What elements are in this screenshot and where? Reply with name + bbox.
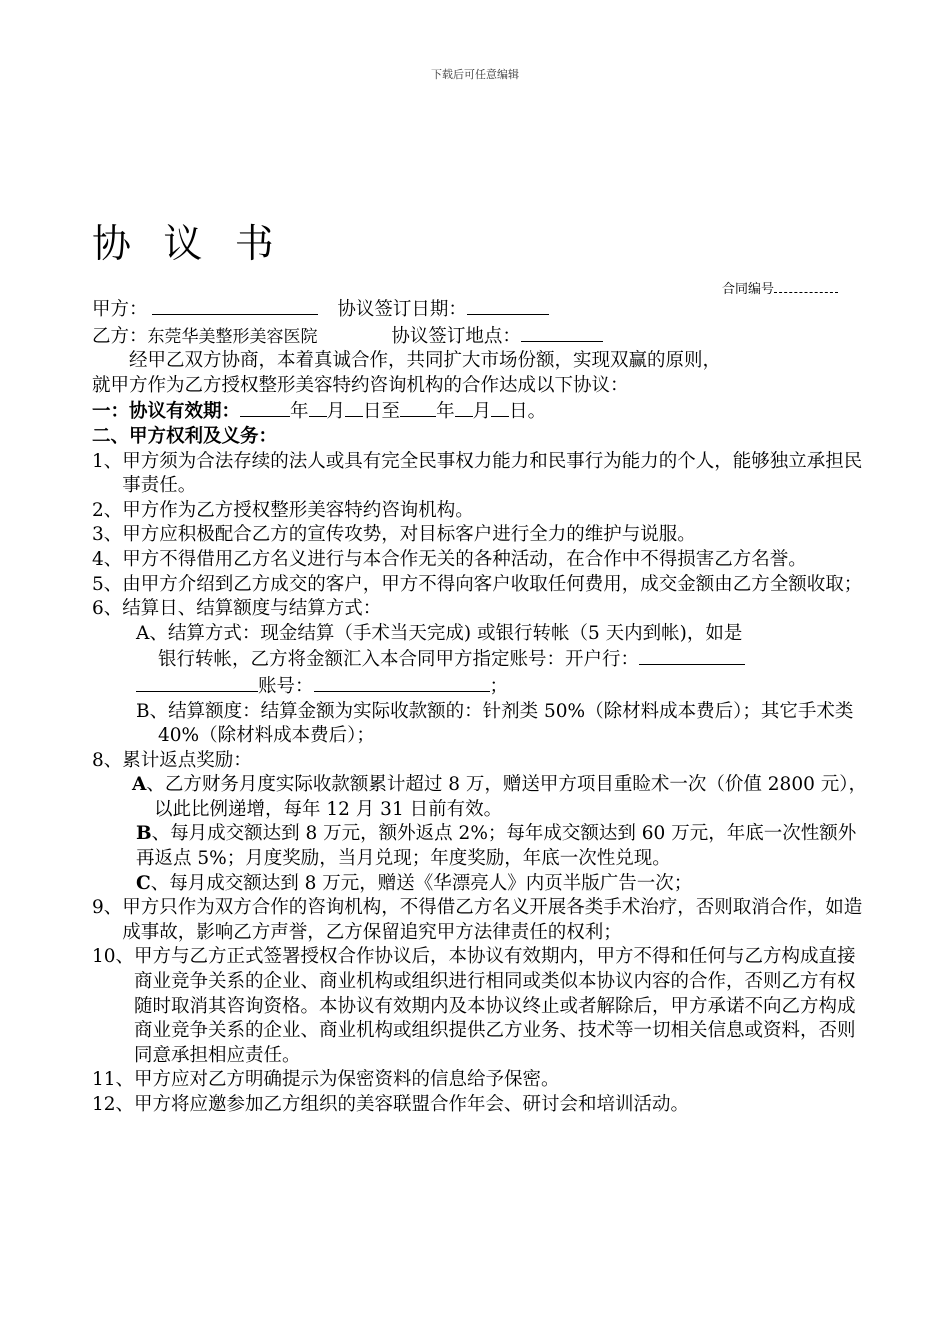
item-number: 11、 <box>92 1069 135 1091</box>
item6-a-line1: A、结算方式：现金结算（手术当天完成) 或银行转帐（5 天内到帐)，如是 <box>136 622 743 644</box>
item-text: 累计返点奖励： <box>122 749 252 771</box>
item-number: 4、 <box>92 548 123 570</box>
item8-a-text: 、乙方财务月度实际收款额累计超过 8 万，赠送甲方项目重睑术一次（价值 2800 元），以此比例递增，每年 12 月 31 日前有效。 <box>146 774 867 820</box>
sign-place-label: 协议签订地点： <box>391 325 521 347</box>
year-label-2: 年 <box>436 401 455 423</box>
sign-date-label: 协议签订日期： <box>337 299 467 320</box>
list-item <box>92 450 872 499</box>
item-text: 甲方不得借用乙方名义进行与本合作无关的各种活动，在合作中不得损害乙方名誉。 <box>122 548 807 570</box>
party-a-blank <box>152 296 318 315</box>
document-title: 协 议 书 <box>92 222 284 267</box>
item-number: 5、 <box>92 573 123 595</box>
section1-term <box>92 398 872 425</box>
party-a-line <box>92 296 872 323</box>
list-item <box>92 945 872 1068</box>
list-item <box>92 1068 872 1093</box>
item-text: 结算日、结算额度与结算方式： <box>122 598 382 620</box>
item8-c-text: 、每月成交额达到 8 万元，赠送《华漂亮人》内页半版广告一次； <box>150 872 693 894</box>
day-end-label: 日。 <box>509 401 547 423</box>
item6-a-line3 <box>136 673 872 700</box>
item-number: 10、 <box>92 946 135 968</box>
item6-b-settlement-amount: B、结算额度：结算金额为实际收款额的：针剂类 50%（除材料成本费后）；其它手术类 40%（除材料成本费后）； <box>136 700 854 747</box>
item-number: 1、 <box>92 450 123 472</box>
contract-number-label: 合同编号 <box>722 282 775 297</box>
list-item <box>92 1093 872 1118</box>
contract-number-blank <box>774 282 838 293</box>
item8-b-text: 、每月成交额达到 8 万元，额外返点 2%；每年成交额达到 60 万元，年底一次性额外再返点 5%；月度奖励，当月兑现；年度奖励，年底一次性兑现。 <box>136 823 857 870</box>
item6-settlement-method <box>92 622 872 749</box>
bank-name-blank <box>639 646 745 665</box>
end-month-blank <box>455 398 473 417</box>
party-b-label: 乙方： <box>92 325 148 347</box>
year-label-1: 年 <box>290 401 309 423</box>
list-item <box>92 896 872 945</box>
item-number: 8、 <box>92 749 123 771</box>
item-text: 由甲方介绍到乙方成交的客户，甲方不得向客户收取任何费用，成交金额由乙方全额收取； <box>122 573 863 595</box>
item-number: 12、 <box>92 1094 135 1115</box>
item-text: 甲方只作为双方合作的咨询机构，不得借乙方名义开展各类手术治疗，否则取消合作，如造成事故，影响乙方声誉，乙方保留追究甲方法律责任的权利； <box>122 897 863 943</box>
account-end: ； <box>489 675 509 697</box>
item-text: 甲方将应邀参加乙方组织的美容联盟合作年会、研讨会和培训活动。 <box>134 1094 690 1115</box>
list-item <box>92 548 872 573</box>
item-number: 3、 <box>92 524 123 546</box>
item-text: 甲方应积极配合乙方的宣传攻势，对目标客户进行全力的维护与说服。 <box>122 524 696 546</box>
month-label-2: 月 <box>472 401 492 423</box>
contract-number <box>722 278 838 297</box>
start-month-blank <box>309 398 327 417</box>
end-day-blank <box>491 398 509 417</box>
item-number: 9、 <box>92 897 123 919</box>
item8-c <box>132 872 872 897</box>
item-text: 甲方应对乙方明确提示为保密资料的信息给予保密。 <box>134 1069 560 1091</box>
document-body <box>92 296 872 1118</box>
bank-name-blank-cont <box>136 673 258 692</box>
account-blank <box>314 673 490 692</box>
day-to-label: 日至 <box>363 401 401 423</box>
sign-date-blank <box>467 296 549 315</box>
item-text: 甲方与乙方正式签署授权合作协议后，本协议有效期内，甲方不得和任何与乙方构成直接商业竞争关系的企业、商业机构或组织进行相同或类似本协议内容的合作，否则乙方有权随时取消其咨询资格。本协议有效期内及本协议终止或者解除后，甲方承诺不向乙方构成商业竞争关系的企业、商业机构或组织提供乙方业务、技术等一切相关信息或资料，否则同意承担相应责任。 <box>134 946 856 1066</box>
list-item <box>92 749 872 774</box>
item-number: 6、 <box>92 598 123 620</box>
item-number: 2、 <box>92 499 123 521</box>
item-text: 甲方作为乙方授权整形美容特约咨询机构。 <box>122 499 474 521</box>
intro-paragraph-line1: 经甲乙双方协商，本着真诚合作，共同扩大市场份额，实现双赢的原则， <box>129 350 722 372</box>
item8-c-letter: C <box>136 872 151 894</box>
section2-title: 二、甲方权利及义务： <box>92 425 278 447</box>
start-year-blank <box>240 398 290 417</box>
item8-b <box>132 822 872 871</box>
party-b-line <box>92 323 872 350</box>
party-b-name: 东莞华美整形美容医院 <box>147 326 318 347</box>
party-a-label: 甲方： <box>92 299 148 320</box>
item6-a-line2 <box>136 646 872 673</box>
header-note: 下载后可任意编辑 <box>431 68 519 81</box>
account-label: 账号： <box>258 675 314 697</box>
list-item <box>92 499 872 524</box>
month-label-1: 月 <box>326 401 346 423</box>
list-item <box>92 597 872 622</box>
item-text: 甲方须为合法存续的法人或具有完全民事权力能力和民事行为能力的个人，能够独立承担民事责任。 <box>122 450 863 497</box>
list-item <box>92 523 872 548</box>
item8-a <box>132 773 872 822</box>
sign-place-blank <box>521 323 603 342</box>
item6-a-line2-text: 银行转帐，乙方将金额汇入本合同甲方指定账号：开户行： <box>158 649 640 671</box>
item8-b-letter: B <box>136 823 152 845</box>
item8-rewards <box>92 773 872 896</box>
end-year-blank <box>400 398 436 417</box>
list-item <box>92 573 872 598</box>
item8-a-letter: A <box>132 774 147 796</box>
intro-paragraph-line2: 就甲方作为乙方授权整形美容特约咨询机构的合作达成以下协议： <box>92 374 629 396</box>
start-day-blank <box>345 398 363 417</box>
section1-label: 一：协议有效期： <box>92 401 241 423</box>
